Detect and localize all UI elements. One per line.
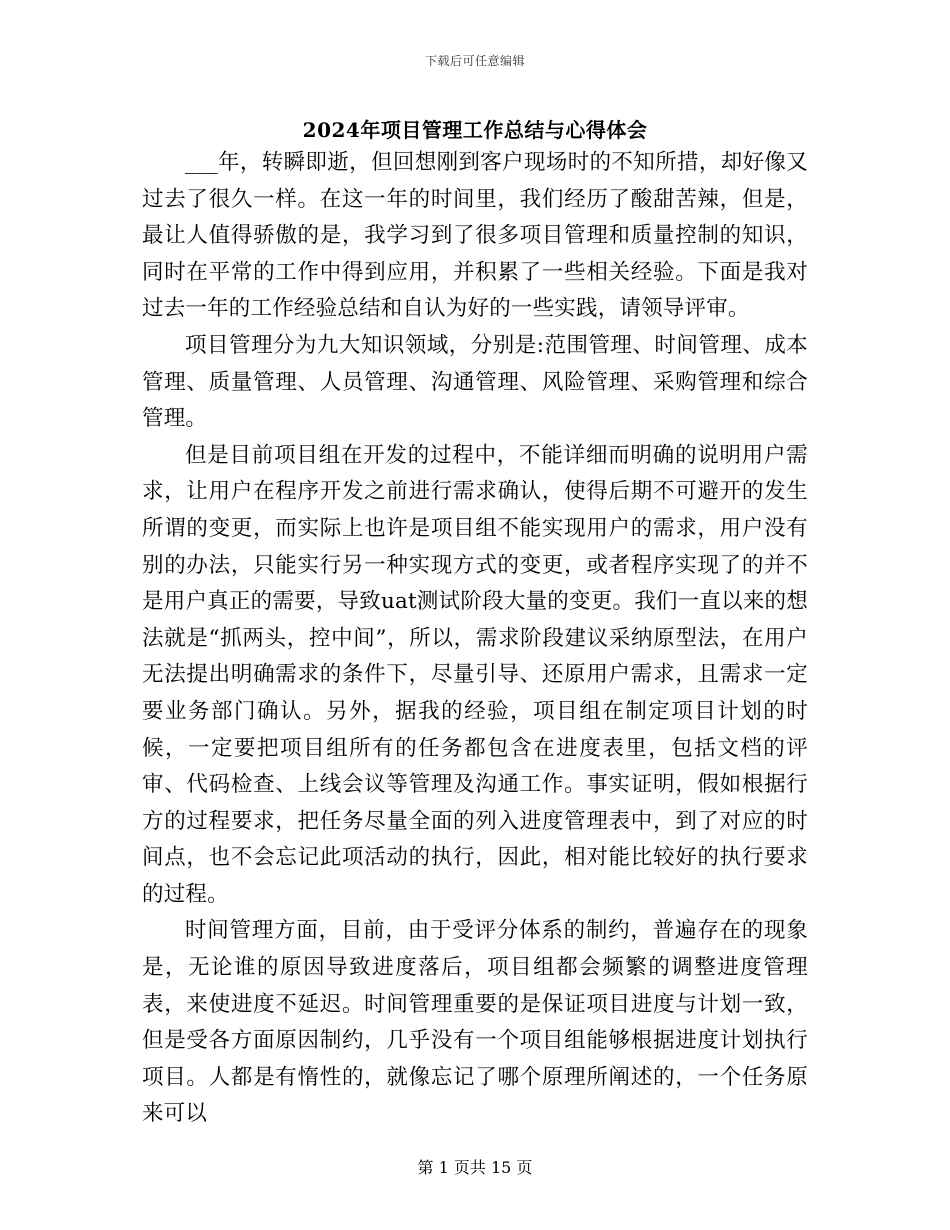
paragraph-requirements: 但是目前项目组在开发的过程中，不能详细而明确的说明用户需求，让用户在程序开发之前进行需求确认，使得后期不可避开的发生所谓的变更，而实际上也许是项目组不能实现用户的需求，用户没有别的办法，只能实行另一种实现方式的变更，或者程序实现了的并不是用户真正的需要，导致uat测试阶段大量的变更。我们一直以来的想法就是“抓两头，控中间”，所以，需求阶段建议采纳原型法，在用户无法提出明确需求的条件下，尽量引导、还原用户需求，且需求一定要业务部门确认。另外，据我的经验，项目组在制定项目计划的时候，一定要把项目组所有的任务都包含在进度表里，包括文档的评审、代码检查、上线会议等管理及沟通工作。事实证明，假如根据行方的过程要求，把任务尽量全面的列入进度管理表中，到了对应的时间点，也不会忘记此项活动的执行，因此，相对能比较好的执行要求的过程。 bbox=[142, 442, 808, 907]
paragraph-time-management: 时间管理方面，目前，由于受评分体系的制约，普遍存在的现象是，无论谁的原因导致进度落后，项目组都会频繁的调整进度管理表，来使进度不延迟。时间管理重要的是保证项目进度与计划一致，但是受各方面原因制约，几乎没有一个项目组能够根据进度计划执行项目。人都是有惰性的，就像忘记了哪个原理所阐述的，一个任务原来可以 bbox=[142, 918, 808, 1127]
document-body bbox=[142, 145, 808, 1133]
header-note: 下载后可任意编辑 bbox=[424, 54, 525, 68]
page-number-footer: 第 1 页共 15 页 bbox=[417, 1158, 533, 1177]
document-title: 2024年项目管理工作总结与心得体会 bbox=[302, 118, 648, 142]
paragraph-knowledge-areas: 项目管理分为九大知识领域，分别是:范围管理、时间管理、成本管理、质量管理、人员管理、沟通管理、风险管理、采购管理和综合管理。 bbox=[142, 332, 808, 432]
paragraph-intro: ___年，转瞬即逝，但回想刚到客户现场时的不知所措，却好像又过去了很久一样。在这一年的时间里，我们经历了酸甜苦辣，但是，最让人值得骄傲的是，我学习到了很多项目管理和质量控制的知识，同时在平常的工作中得到应用，并积累了一些相关经验。下面是我对过去一年的工作经验总结和自认为好的一些实践，请领导评审。 bbox=[142, 150, 808, 322]
